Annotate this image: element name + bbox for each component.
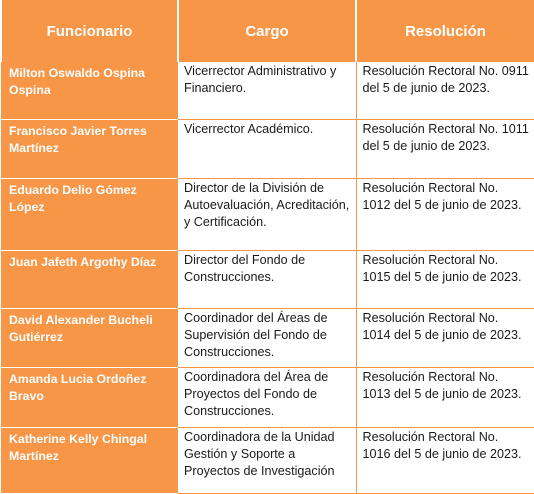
resolucion-cell: Resolución Rectoral No. 1013 del 5 de junio de 2023.: [356, 368, 534, 428]
funcionario-cell: Eduardo Delio Gómez López: [1, 179, 178, 251]
table-row: [1, 179, 534, 251]
header-resolucion: Resolución: [356, 0, 534, 62]
resolucion-cell: Resolución Rectoral No. 1011 del 5 de junio de 2023.: [356, 120, 534, 179]
table-row: [1, 428, 534, 494]
cargo-cell: Vicerrector Administrativo y Financiero.: [178, 62, 356, 120]
resolucion-cell: Resolución Rectoral No. 1015 del 5 de junio de 2023.: [356, 251, 534, 309]
resolucion-cell: Resolución Rectoral No. 1012 del 5 de junio de 2023.: [356, 179, 534, 251]
cargo-cell: Vicerrector Académico.: [178, 120, 356, 179]
table-row: [1, 120, 534, 179]
cargo-cell: Director de la División de Autoevaluación, Acreditación, y Certificación.: [178, 179, 356, 251]
funcionario-cell: Milton Oswaldo Ospina Ospina: [1, 62, 178, 120]
funcionario-cell: Katherine Kelly Chingal Martínez: [1, 428, 178, 494]
funcionario-cell: Amanda Lucia Ordoñez Bravo: [1, 368, 178, 428]
header-cargo: Cargo: [178, 0, 356, 62]
table-row: [1, 309, 534, 368]
cargo-cell: Coordinador del Áreas de Supervisión del Fondo de Construcciones.: [178, 309, 356, 368]
funcionario-cell: David Alexander Bucheli Gutiérrez: [1, 309, 178, 368]
cargo-cell: Director del Fondo de Construcciones.: [178, 251, 356, 309]
table-row: [1, 62, 534, 120]
funcionario-cell: Francisco Javier Torres Martínez: [1, 120, 178, 179]
table-row: [1, 251, 534, 309]
table-header-row: [1, 0, 534, 62]
resolucion-cell: Resolución Rectoral No. 1016 del 5 de junio de 2023.: [356, 428, 534, 494]
header-funcionario: Funcionario: [1, 0, 178, 62]
resolucion-cell: Resolución Rectoral No. 0911 del 5 de junio de 2023.: [356, 62, 534, 120]
funcionario-cell: Juan Jafeth Argothy Díaz: [1, 251, 178, 309]
cargo-cell: Coordinadora del Área de Proyectos del Fondo de Construcciones.: [178, 368, 356, 428]
cargo-cell: Coordinadora de la Unidad Gestión y Soporte a Proyectos de Investigación: [178, 428, 356, 494]
resolucion-cell: Resolución Rectoral No. 1014 del 5 de junio de 2023.: [356, 309, 534, 368]
table-row: [1, 368, 534, 428]
